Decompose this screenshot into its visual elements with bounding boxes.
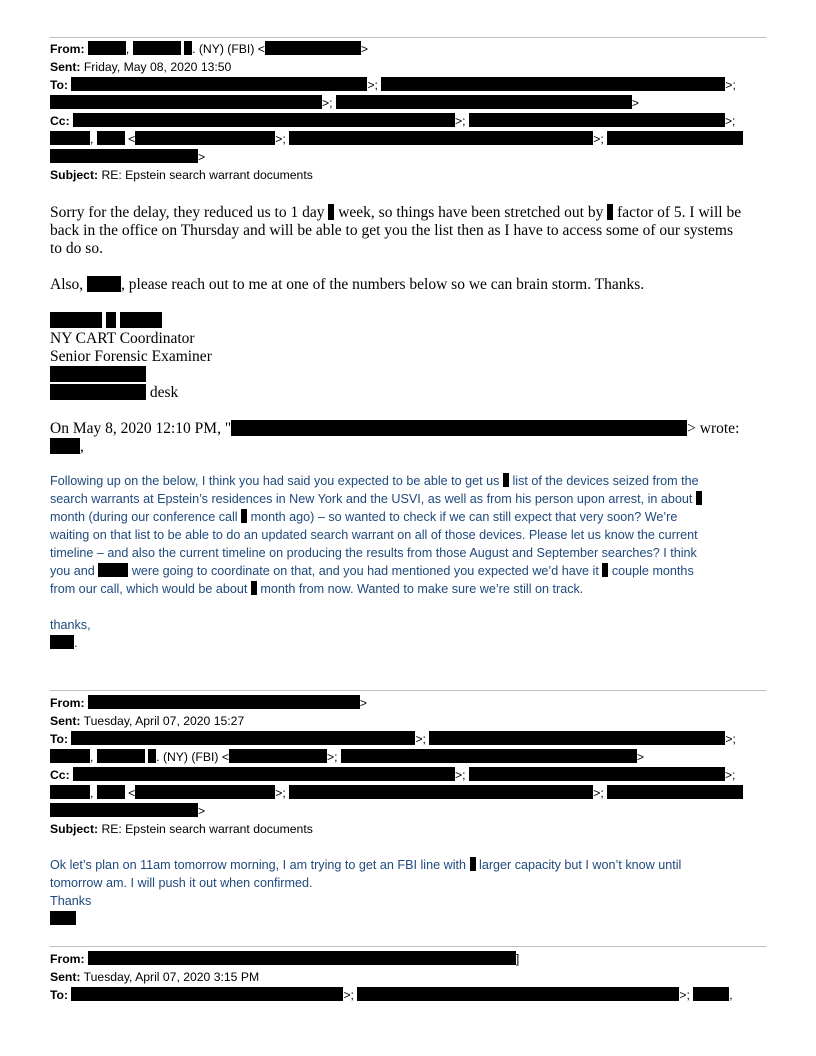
quoted-line6 [50, 562, 694, 580]
redaction [429, 731, 725, 745]
text: month (during our conference call [50, 510, 238, 524]
text: , please reach out to me at one of the numbers below so we can brain storm. Thanks. [121, 276, 645, 293]
redaction [607, 131, 743, 145]
redaction [229, 749, 327, 763]
text: week, so things have been stretched out by [338, 204, 604, 221]
redaction [50, 803, 198, 817]
redaction [135, 785, 275, 799]
body1-p1-line1 [50, 204, 741, 222]
subject-label: Subject: [50, 168, 99, 182]
header2-from-line [50, 694, 367, 712]
header2-cc-line3 [50, 802, 205, 820]
signature-phone2 [50, 384, 178, 402]
redaction [88, 695, 360, 709]
sent-value: Tuesday, April 07, 2020 15:27 [83, 714, 245, 728]
redaction [88, 951, 516, 965]
subject-value: RE: Epstein search warrant documents [101, 168, 313, 182]
redaction [50, 911, 76, 925]
punct: >; [322, 96, 333, 110]
quoted-line7 [50, 580, 583, 598]
quoted-line4: waiting on that list to be able to do an updated search warrant on all of those devices. Please let us know the current [50, 528, 698, 542]
text: Also, [50, 276, 84, 293]
redaction [469, 113, 725, 127]
redaction [184, 41, 192, 55]
text: larger capacity but I won’t know until [479, 858, 682, 872]
redaction [251, 581, 257, 595]
punct: , [90, 750, 94, 764]
header3-to-line [50, 986, 733, 1004]
redaction [97, 131, 125, 145]
punct: >; [275, 786, 286, 800]
redaction [50, 312, 102, 328]
header1-from-line [50, 40, 368, 58]
body1-p2 [50, 276, 644, 294]
text: Sorry for the delay, they reduced us to 1 day [50, 204, 325, 221]
header-separator [50, 946, 766, 947]
sent-label: Sent: [50, 970, 81, 984]
redaction [97, 785, 125, 799]
punct: >; [455, 114, 466, 128]
header1-cc-line2 [50, 130, 743, 148]
punct: >; [367, 78, 378, 92]
to-label: To: [50, 78, 69, 92]
to-label: To: [50, 988, 69, 1002]
text: were going to coordinate on that, and you had mentioned you expected we’d have it [131, 564, 599, 578]
punct: >; [593, 132, 604, 146]
punct: >; [724, 768, 736, 782]
text: from our call, which would be about [50, 582, 248, 596]
redaction [50, 785, 90, 799]
sent-label: Sent: [50, 714, 81, 728]
text: Following up on the below, I think you had said you expected to be able to get us [50, 474, 500, 488]
header-separator [50, 690, 766, 691]
header2-cc-line [50, 766, 735, 784]
redaction [71, 987, 343, 1001]
body2-line2: tomorrow am. I will push it out when confirmed. [50, 876, 313, 890]
redaction [133, 41, 181, 55]
body2-line3: Thanks [50, 894, 92, 908]
from-label: From: [50, 42, 85, 56]
redaction [148, 749, 156, 763]
redaction [73, 767, 455, 781]
redaction [607, 785, 743, 799]
from-suffix: . (NY) (FBI) < [192, 42, 265, 56]
punct: >; [724, 114, 736, 128]
signature-phone1 [50, 366, 146, 384]
punct: >; [326, 750, 338, 764]
redaction [696, 491, 702, 505]
redaction [231, 420, 687, 436]
signature-title2: Senior Forensic Examiner [50, 348, 212, 365]
punct: , [80, 438, 84, 455]
text: month ago) – so wanted to check if we can still expect that very soon? We’re [250, 510, 678, 524]
body2-line1 [50, 856, 681, 874]
sent-label: Sent: [50, 60, 81, 74]
text: > wrote: [687, 420, 740, 437]
quoted-line3 [50, 508, 677, 526]
text: Ok let’s plan on 11am tomorrow morning, I am trying to get an FBI line with [50, 858, 467, 872]
header2-to-line2 [50, 748, 644, 766]
header1-sent-line [50, 58, 231, 76]
punct: >; [415, 732, 426, 746]
quoted-line2 [50, 490, 702, 508]
punct: >; [593, 786, 604, 800]
redaction [357, 987, 679, 1001]
punct: > [198, 150, 206, 164]
redaction [73, 113, 455, 127]
redaction [503, 473, 509, 487]
header1-cc-line3 [50, 148, 205, 166]
text: couple months [611, 564, 694, 578]
header3-sent-line [50, 968, 259, 986]
redaction [88, 41, 126, 55]
redaction [328, 204, 334, 220]
text: On May 8, 2020 12:10 PM, " [50, 420, 232, 437]
redaction [50, 635, 74, 649]
punct: > [198, 804, 206, 818]
redaction [470, 857, 476, 871]
sent-value: Tuesday, April 07, 2020 3:15 PM [83, 970, 260, 984]
redaction [50, 366, 146, 382]
redaction [50, 438, 80, 454]
text: you and [50, 564, 95, 578]
redaction [289, 131, 593, 145]
redaction [87, 276, 121, 292]
from-label: From: [50, 696, 85, 710]
to-label: To: [50, 732, 69, 746]
redaction [341, 749, 637, 763]
quote-intro-line [50, 420, 739, 438]
redaction [50, 384, 146, 400]
redaction [602, 563, 608, 577]
text: search warrants at Epstein’s residences in New York and the USVI, as well as from his person upon arrest, in about [50, 492, 693, 506]
text: list of the devices seized from the [512, 474, 699, 488]
redaction [106, 312, 116, 328]
body1-p1-line2: back in the office on Thursday and will be able to get you the list then as I have to access some of our systems [50, 222, 733, 239]
header1-cc-line [50, 112, 735, 130]
quoted-line5: timeline – and also the current timeline on producing the results from those August and September searches? I think [50, 546, 697, 560]
redaction [135, 131, 275, 145]
redaction [50, 131, 90, 145]
subject-value: RE: Epstein search warrant documents [101, 822, 313, 836]
text: . (NY) (FBI) < [156, 750, 229, 764]
punct: >; [679, 988, 690, 1002]
punct: > [636, 750, 644, 764]
header2-subject-line [50, 820, 313, 838]
header1-subject-line [50, 166, 313, 184]
text: factor of 5. I will be [617, 204, 742, 221]
punct: > [359, 696, 368, 710]
header1-to-line2 [50, 94, 639, 112]
punct: ] [515, 952, 520, 966]
comma: , [125, 42, 130, 56]
punct: >; [725, 78, 736, 92]
quoted-thanks: thanks, [50, 618, 91, 632]
body1-p1-line3: to do so. [50, 240, 103, 257]
punct: < [128, 786, 136, 800]
subject-label: Subject: [50, 822, 99, 836]
punct: >; [275, 132, 286, 146]
header-separator [50, 37, 766, 38]
header1-to-line [50, 76, 736, 94]
redaction [241, 509, 247, 523]
punct: >; [343, 988, 354, 1002]
header2-to-line [50, 730, 736, 748]
redaction [120, 312, 162, 328]
cc-label: Cc: [50, 114, 70, 128]
cc-label: Cc: [50, 768, 70, 782]
from-label: From: [50, 952, 85, 966]
redaction [336, 95, 632, 109]
header3-from-line [50, 950, 519, 968]
redaction [289, 785, 593, 799]
redaction [381, 77, 725, 91]
punct: >; [725, 732, 736, 746]
redaction [693, 987, 729, 1001]
redaction [265, 41, 361, 55]
redaction [50, 749, 90, 763]
redaction [97, 749, 145, 763]
header2-cc-line2 [50, 784, 743, 802]
sent-value: Friday, May 08, 2020 13:50 [83, 60, 232, 74]
redaction [71, 77, 367, 91]
redaction [98, 563, 128, 577]
redaction [469, 767, 725, 781]
text: desk [149, 384, 179, 401]
punct: < [128, 132, 136, 146]
signature-title1: NY CART Coordinator [50, 330, 195, 347]
header2-sent-line [50, 712, 244, 730]
redaction [71, 731, 415, 745]
text: . [74, 636, 78, 650]
punct: , [90, 786, 94, 800]
redaction [607, 204, 613, 220]
punct: , [729, 988, 733, 1002]
redaction [50, 95, 322, 109]
signature-name [50, 312, 162, 330]
gt: > [360, 42, 369, 56]
punct: , [90, 132, 94, 146]
body2-sender [50, 910, 76, 928]
text: month from now. Wanted to make sure we’re still on track. [260, 582, 584, 596]
quoted-line1 [50, 472, 699, 490]
redaction [50, 149, 198, 163]
quoted-sender [50, 634, 78, 652]
quote-greeting [50, 438, 84, 456]
punct: >; [455, 768, 466, 782]
punct: > [631, 96, 640, 110]
